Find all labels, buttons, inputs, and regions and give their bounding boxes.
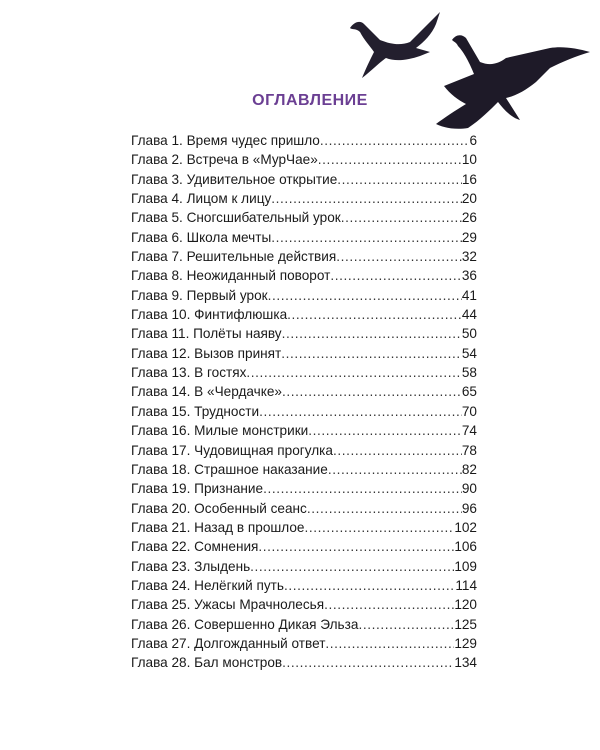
chapter-title: Глава 9. Первый урок — [131, 287, 268, 303]
dot-leader — [325, 634, 454, 653]
toc-entry — [131, 131, 477, 150]
page-number: 50 — [461, 326, 477, 342]
chapter-title: Глава 14. В «Чердачке» — [131, 384, 282, 400]
toc-entry — [131, 653, 477, 672]
toc-entry — [131, 170, 477, 189]
page-number: 70 — [461, 403, 477, 419]
dot-leader — [337, 170, 462, 189]
page-number: 65 — [461, 384, 477, 400]
page-number: 106 — [454, 539, 477, 555]
chapter-title: Глава 12. Вызов принят — [131, 345, 282, 361]
page-number: 120 — [454, 597, 477, 613]
toc-entry — [131, 576, 477, 595]
toc-entry — [131, 228, 477, 247]
flying-birds-illustration — [340, 0, 600, 135]
dot-leader — [271, 228, 462, 247]
chapter-title: Глава 15. Трудности — [131, 403, 260, 419]
dot-leader — [271, 189, 462, 208]
dot-leader — [246, 363, 461, 382]
toc-entry — [131, 421, 477, 440]
page-number: 90 — [461, 481, 477, 497]
dot-leader — [320, 131, 470, 150]
page-number: 26 — [461, 210, 477, 226]
toc-entry — [131, 363, 477, 382]
dot-leader — [282, 653, 454, 672]
page-number: 102 — [454, 519, 477, 535]
page-number: 129 — [454, 635, 477, 651]
chapter-title: Глава 22. Сомнения — [131, 539, 259, 555]
page-number: 125 — [454, 616, 477, 632]
chapter-title: Глава 23. Злыдень — [131, 558, 251, 574]
toc-entry — [131, 150, 477, 169]
toc-entry — [131, 615, 477, 634]
dot-leader — [258, 537, 454, 556]
toc-entry — [131, 266, 477, 285]
page-number: 74 — [461, 423, 477, 439]
chapter-title: Глава 7. Решительные действия — [131, 249, 337, 265]
chapter-title: Глава 24. Нелёгкий путь — [131, 577, 284, 593]
chapter-title: Глава 8. Неожиданный поворот — [131, 268, 331, 284]
page-number: 96 — [461, 500, 477, 516]
bird-icon — [436, 35, 590, 129]
chapter-title: Глава 28. Бал монстров — [131, 655, 283, 671]
page-number: 29 — [461, 229, 477, 245]
toc-entry — [131, 460, 477, 479]
dot-leader — [259, 402, 462, 421]
toc-entry — [131, 557, 477, 576]
chapter-title: Глава 11. Полёты наяву — [131, 326, 282, 342]
toc-entry — [131, 286, 477, 305]
dot-leader — [336, 247, 462, 266]
page-number: 134 — [454, 655, 477, 671]
toc-entry — [131, 208, 477, 227]
toc-entry — [131, 499, 477, 518]
toc-entry — [131, 344, 477, 363]
chapter-title: Глава 1. Время чудес пришло — [131, 133, 320, 148]
dot-leader — [268, 286, 462, 305]
page-number: 20 — [461, 191, 477, 207]
chapter-title: Глава 27. Долгожданный ответ — [131, 635, 326, 651]
toc-entry — [131, 382, 477, 401]
toc-entry — [131, 324, 477, 343]
dot-leader — [307, 499, 462, 518]
chapter-title: Глава 26. Совершенно Дикая Эльза — [131, 616, 359, 632]
dot-leader — [284, 576, 455, 595]
page-number: 114 — [455, 577, 477, 593]
page-number: 58 — [461, 365, 477, 381]
dot-leader — [305, 518, 455, 537]
dot-leader — [333, 441, 462, 460]
toc-entry — [131, 537, 477, 556]
chapter-title: Глава 18. Страшное наказание — [131, 461, 328, 477]
chapter-title: Глава 19. Признание — [131, 481, 264, 497]
dot-leader — [282, 382, 462, 401]
chapter-title: Глава 20. Особенный сеанс — [131, 500, 307, 516]
chapter-title: Глава 10. Финтифлюшка — [131, 307, 288, 323]
chapter-title: Глава 16. Милые монстрики — [131, 423, 309, 439]
dot-leader — [318, 150, 462, 169]
toc-entry — [131, 595, 477, 614]
page-number: 36 — [461, 268, 477, 284]
page-number: 44 — [461, 307, 477, 323]
dot-leader — [287, 305, 462, 324]
chapter-title: Глава 3. Удивительное открытие — [131, 171, 338, 187]
chapter-title: Глава 6. Школа мечты — [131, 229, 272, 245]
chapter-title: Глава 4. Лицом к лицу — [131, 191, 272, 207]
chapter-title: Глава 17. Чудовищная прогулка — [131, 442, 333, 458]
toc-entry — [131, 247, 477, 266]
toc-entry — [131, 441, 477, 460]
page-number: 78 — [461, 442, 477, 458]
chapter-title: Глава 21. Назад в прошлое — [131, 519, 305, 535]
dot-leader — [358, 615, 454, 634]
page-number: 41 — [461, 287, 477, 303]
toc-entry — [131, 305, 477, 324]
page-number: 109 — [454, 558, 477, 574]
dot-leader — [282, 324, 462, 343]
toc-entry — [131, 634, 477, 653]
page-number: 6 — [469, 133, 477, 148]
dot-leader — [324, 595, 454, 614]
page-title: ОГЛАВЛЕНИЕ — [252, 92, 368, 109]
dot-leader — [250, 557, 454, 576]
chapter-title: Глава 5. Сногсшибательный урок — [131, 210, 341, 226]
dot-leader — [281, 344, 462, 363]
dot-leader — [330, 266, 462, 285]
page-number: 16 — [461, 171, 477, 187]
dot-leader — [308, 421, 462, 440]
dot-leader — [328, 460, 462, 479]
toc-entry — [131, 518, 477, 537]
page-number: 10 — [461, 152, 477, 168]
dot-leader — [263, 479, 462, 498]
table-of-contents — [131, 131, 477, 673]
bird-icon — [350, 12, 440, 78]
chapter-title: Глава 2. Встреча в «МурЧае» — [131, 152, 318, 168]
page-number: 32 — [461, 249, 477, 265]
chapter-title: Глава 13. В гостях — [131, 365, 247, 381]
toc-entry — [131, 479, 477, 498]
dot-leader — [341, 208, 462, 227]
page-number: 82 — [461, 461, 477, 477]
toc-entry — [131, 402, 477, 421]
page-number: 54 — [461, 345, 477, 361]
toc-entry — [131, 189, 477, 208]
chapter-title: Глава 25. Ужасы Мрачнолесья — [131, 597, 325, 613]
